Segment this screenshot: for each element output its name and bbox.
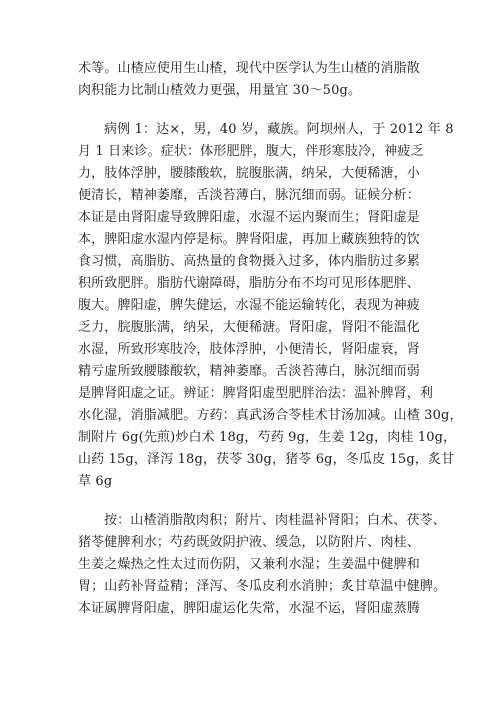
text-line: 草 6g [78,474,113,489]
text-line: 便清长，精神萎靡，舌淡苔薄白，脉沉细而弱。证候分析： [78,188,420,203]
text-line: 月 1 日来诊。症状：体形肥胖，腹大，伴形寒肢冷，神疲乏 [78,144,424,159]
paragraph-case-1 [78,119,463,493]
text-line: 水湿，所致形寒肢冷，肢体浮肿，小便清长，肾阳虚衰，肾 [78,342,420,357]
text-line: 按：山楂消脂散肉积；附片、肉桂温补肾阳；白术、茯苓、 [104,513,446,528]
text-line: 本证是由肾阳虚导致脾阳虚，水湿不运内聚而生；肾阳虚是 [78,210,420,225]
text-line: 本，脾阳虚水湿内停是标。脾肾阳虚，再加上藏族独特的饮 [78,232,420,247]
text-line: 肉积能力比制山楂效力更强，用量宜 30～50g。 [78,83,362,98]
text-line: 腹大。脾阳虚，脾失健运，水湿不能运输转化，表现为神疲 [78,298,420,313]
text-line: 食习惯，高脂肪、高热量的食物摄入过多，体内脂肪过多累 [78,254,420,269]
text-line: 山药 15g，泽泻 18g，茯苓 30g，猪苓 6g，冬瓜皮 15g，炙甘 [78,452,455,467]
text-line: 积所致肥胖。脂肪代谢障碍，脂肪分布不均可见形体肥胖、 [78,276,420,291]
text-line: 精亏虚所致腰膝酸软，精神萎靡。舌淡苔薄白，脉沉细而弱 [78,364,420,379]
text-line: 猪苓健脾利水；芍药既敛阴护液、缓急，以防附片、肉桂、 [78,535,420,550]
text-line: 制附片 6g(先煎)炒白术 18g，芍药 9g，生姜 12g，肉桂 10g， [78,430,457,445]
text-line: 是脾肾阳虚之证。辨证：脾肾阳虚型肥胖治法：温补脾肾，利 [78,386,434,401]
text-line: 病例 1：达×，男，40 岁，藏族。阿坝州人，于 2012 年 8 [104,122,454,137]
text-line: 力，肢体浮肿，腰膝酸软，脘腹胀满，纳呆，大便稀溏，小 [78,166,420,181]
text-line: 胃；山药补肾益精；泽泻、冬瓜皮利水消肿；炙甘草温中健脾。 [78,579,447,594]
text-line: 水化湿，消脂减肥。方药：真武汤合苓桂术甘汤加减。山楂 30g， [78,408,463,423]
text-line: 生姜之燥热之性太过而伤阴，又兼利水湿；生姜温中健脾和 [78,557,420,572]
paragraph-commentary [78,510,447,620]
text-line: 本证属脾肾阳虚，脾阳虚运化失常，水湿不运，肾阳虚蒸腾 [78,601,420,616]
document-page [78,58,463,620]
text-line: 术等。山楂应使用生山楂，现代中医学认为生山楂的消脂散 [78,61,420,76]
text-line: 乏力，脘腹胀满，纳呆，大便稀溏。肾阳虚，肾阳不能温化 [78,320,420,335]
paragraph-hawthorn-note [78,58,428,102]
